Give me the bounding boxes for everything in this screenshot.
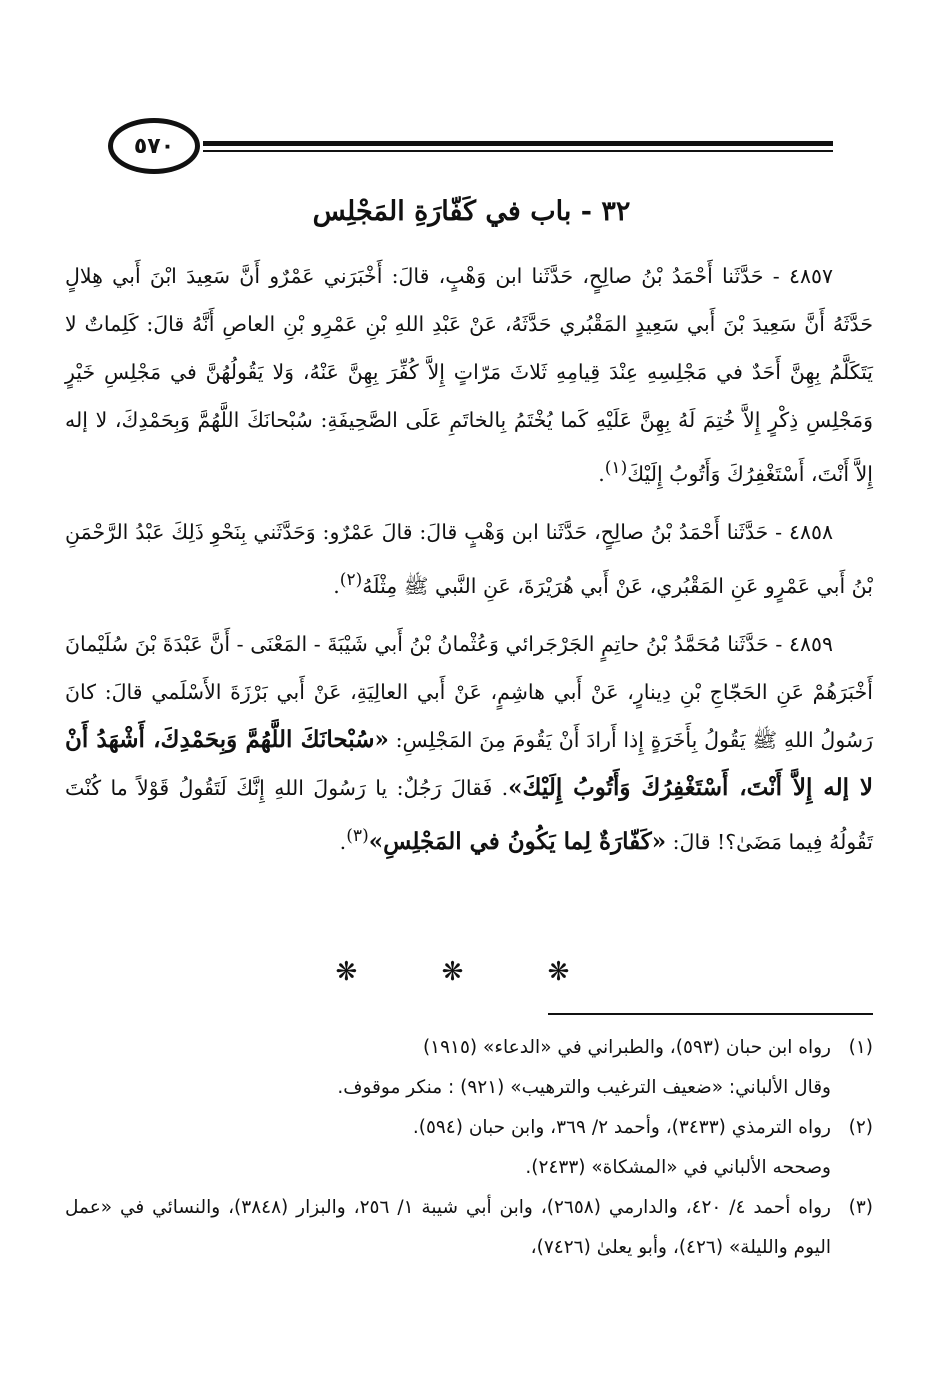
header-rule-thin [203,150,833,152]
hadith-end: . [598,461,605,486]
footnote-text: رواه أحمد ٤/ ٤٢٠، والدارمي (٢٦٥٨)، وابن أبي شيبة ١/ ٢٥٦، والبزار (٣٨٤٨)، والنسائي في «عمل اليوم والليلة» (٤٢٦)، وأبو يعلىٰ (٧٤٢٦)، [65,1197,831,1258]
footnote-text: وقال الألباني: «ضعيف الترغيب والترهيب» (٩٢١) : منكر موقوف. [337,1077,831,1098]
hadith-number: ٤٨٥٧ [788,264,833,288]
footnote-text: رواه ابن حبان (٥٩٣)، والطبراني في «الدعاء» (١٩١٥) [422,1037,831,1058]
footnote [65,1068,873,1108]
page-number-badge [108,118,200,174]
footnote-text: وصححه الألباني في «المشكاة» (٢٤٣٣). [525,1157,831,1178]
footnote-rule [548,1013,873,1015]
footnote-mark: (٢) [848,1117,873,1138]
hadith-body [65,252,873,875]
hadith-end: . [339,829,347,854]
footnote-ref: (١) [604,458,628,478]
hadith-text: - حَدَّثَنا أَحْمَدُ بْنُ صالِحٍ، حَدَّثَنا ابن وَهْبٍ قالَ: قالَ عَمْرٌو: وَحَدَّثَني بِنَحْوِ ذَلِكَ عَبْدُ الرَّحْمَنِ بْنُ أَبي عَمْرٍو عَنِ المَقْبُري، عَنْ أَبي هُرَيْرَةَ، عَنِ النَّبي ﷺ مِثْلَهُ [65,519,873,598]
page-header [108,118,833,180]
chapter-title: ٣٢ - باب في كَفّارَةِ المَجْلِس [312,196,631,227]
supplication-quote: «سُبْحانَكَ اللَّهُمَّ وَبِحَمْدِكَ، أَشْهَدُ أَنْ لا إله إِلاَّ أَنْتَ، أَسْتَغْفِرُكَ وَأَتُوبُ إِلَيْكَ» [65,725,873,801]
footnote-ref: (٢) [339,569,363,590]
section-separator: ❋ ❋ ❋ [335,957,608,987]
footnote-mark: (١) [848,1037,873,1058]
footnote [65,1108,873,1148]
footnotes [65,1028,873,1268]
footnote [65,1188,873,1268]
answer-quote: «كَفّارَةٌ لِما يَكُونُ في المَجْلِسِ» [368,827,667,855]
hadith-number: ٤٨٥٩ [788,631,833,656]
hadith-end: . [333,573,340,598]
footnote [65,1028,873,1068]
page-number: ٥٧٠ [133,133,175,159]
footnote-mark [831,1148,873,1188]
hadith-text: - حَدَّثَنا مُحَمَّدُ بْنُ حاتِمٍ الجَرْجَرائي وَعُثْمانُ بْنُ أَبي شَيْبَةَ - المَعْنَى - أَنَّ عَبْدَةَ بْنَ سُلَيْمانَ أَخْبَرَهُمْ عَنِ الحَجّاجِ بْنِ دِينارٍ، عَنْ أَبي هاشِمٍ، عَنْ أَبي العالِيَةِ، عَنْ أَبي بَرْزَةَ الأَسْلَمي قالَ: كانَ رَسُولُ اللهِ ﷺ يَقُولُ بِأَخَرَةٍ إِذا أَرادَ أَنْ يَقُومَ مِنَ المَجْلِسِ: [65,631,873,752]
footnote-text: رواه الترمذي (٣٤٣٣)، وأحمد ٢/ ٣٦٩، وابن حبان (٥٩٤). [412,1117,831,1138]
hadith-text: - حَدَّثَنا أَحْمَدُ بْنُ صالِحٍ، حَدَّثَنا ابن وَهْبٍ، قالَ: أَخْبَرَني عَمْرٌو أَنَّ سَعِيدَ ابْنَ أَبي هِلالٍ حَدَّثَهُ أَنَّ سَعِيدَ بْنَ أَبي سَعِيدٍ المَقْبُري حَدَّثَهُ، عَنْ عَبْدِ اللهِ بْنِ عَمْرِو بْنِ العاصِ أَنَّهُ قالَ: كَلِماتٌ لا يَتَكَلَّمُ بِهِنَّ أَحَدٌ في مَجْلِسِهِ عِنْدَ قِيامِهِ ثَلاثَ مَرّاتٍ إِلاَّ كُفِّرَ بِهِنَّ عَنْهُ، وَلا يَقُولُهُنَّ في مَجْلِسِ خَيْرٍ وَمَجْلِسِ ذِكْرٍ إِلاَّ خُتِمَ لَهُ بِهِنَّ عَلَيْهِ كَما يُخْتَمُ بِالخاتَمِ عَلَى الصَّحِيفَةِ: سُبْحانَكَ اللَّهُمَّ وَبِحَمْدِكَ، لا إله إِلاَّ أَنْتَ، أَسْتَغْفِرُكَ وَأَتُوبُ إِلَيْكَ [65,264,873,486]
footnote [65,1148,873,1188]
hadith-paragraph [65,620,873,866]
hadith-paragraph [65,252,873,498]
hadith-text-continued: . فَقالَ رَجُلٌ: يا رَسُولَ اللهِ إِنَّكَ لَتَقُولُ قَوْلاً ما كُنْتَ تَقُولُهُ فِيما مَضَىٰ؟! قالَ: [65,775,873,854]
hadith-number: ٤٨٥٨ [788,519,833,544]
footnote-mark: (٣) [848,1197,873,1218]
footnote-mark [831,1068,873,1108]
footnote-ref: (٣) [346,825,369,846]
header-rule [203,141,833,146]
hadith-paragraph [65,508,873,610]
